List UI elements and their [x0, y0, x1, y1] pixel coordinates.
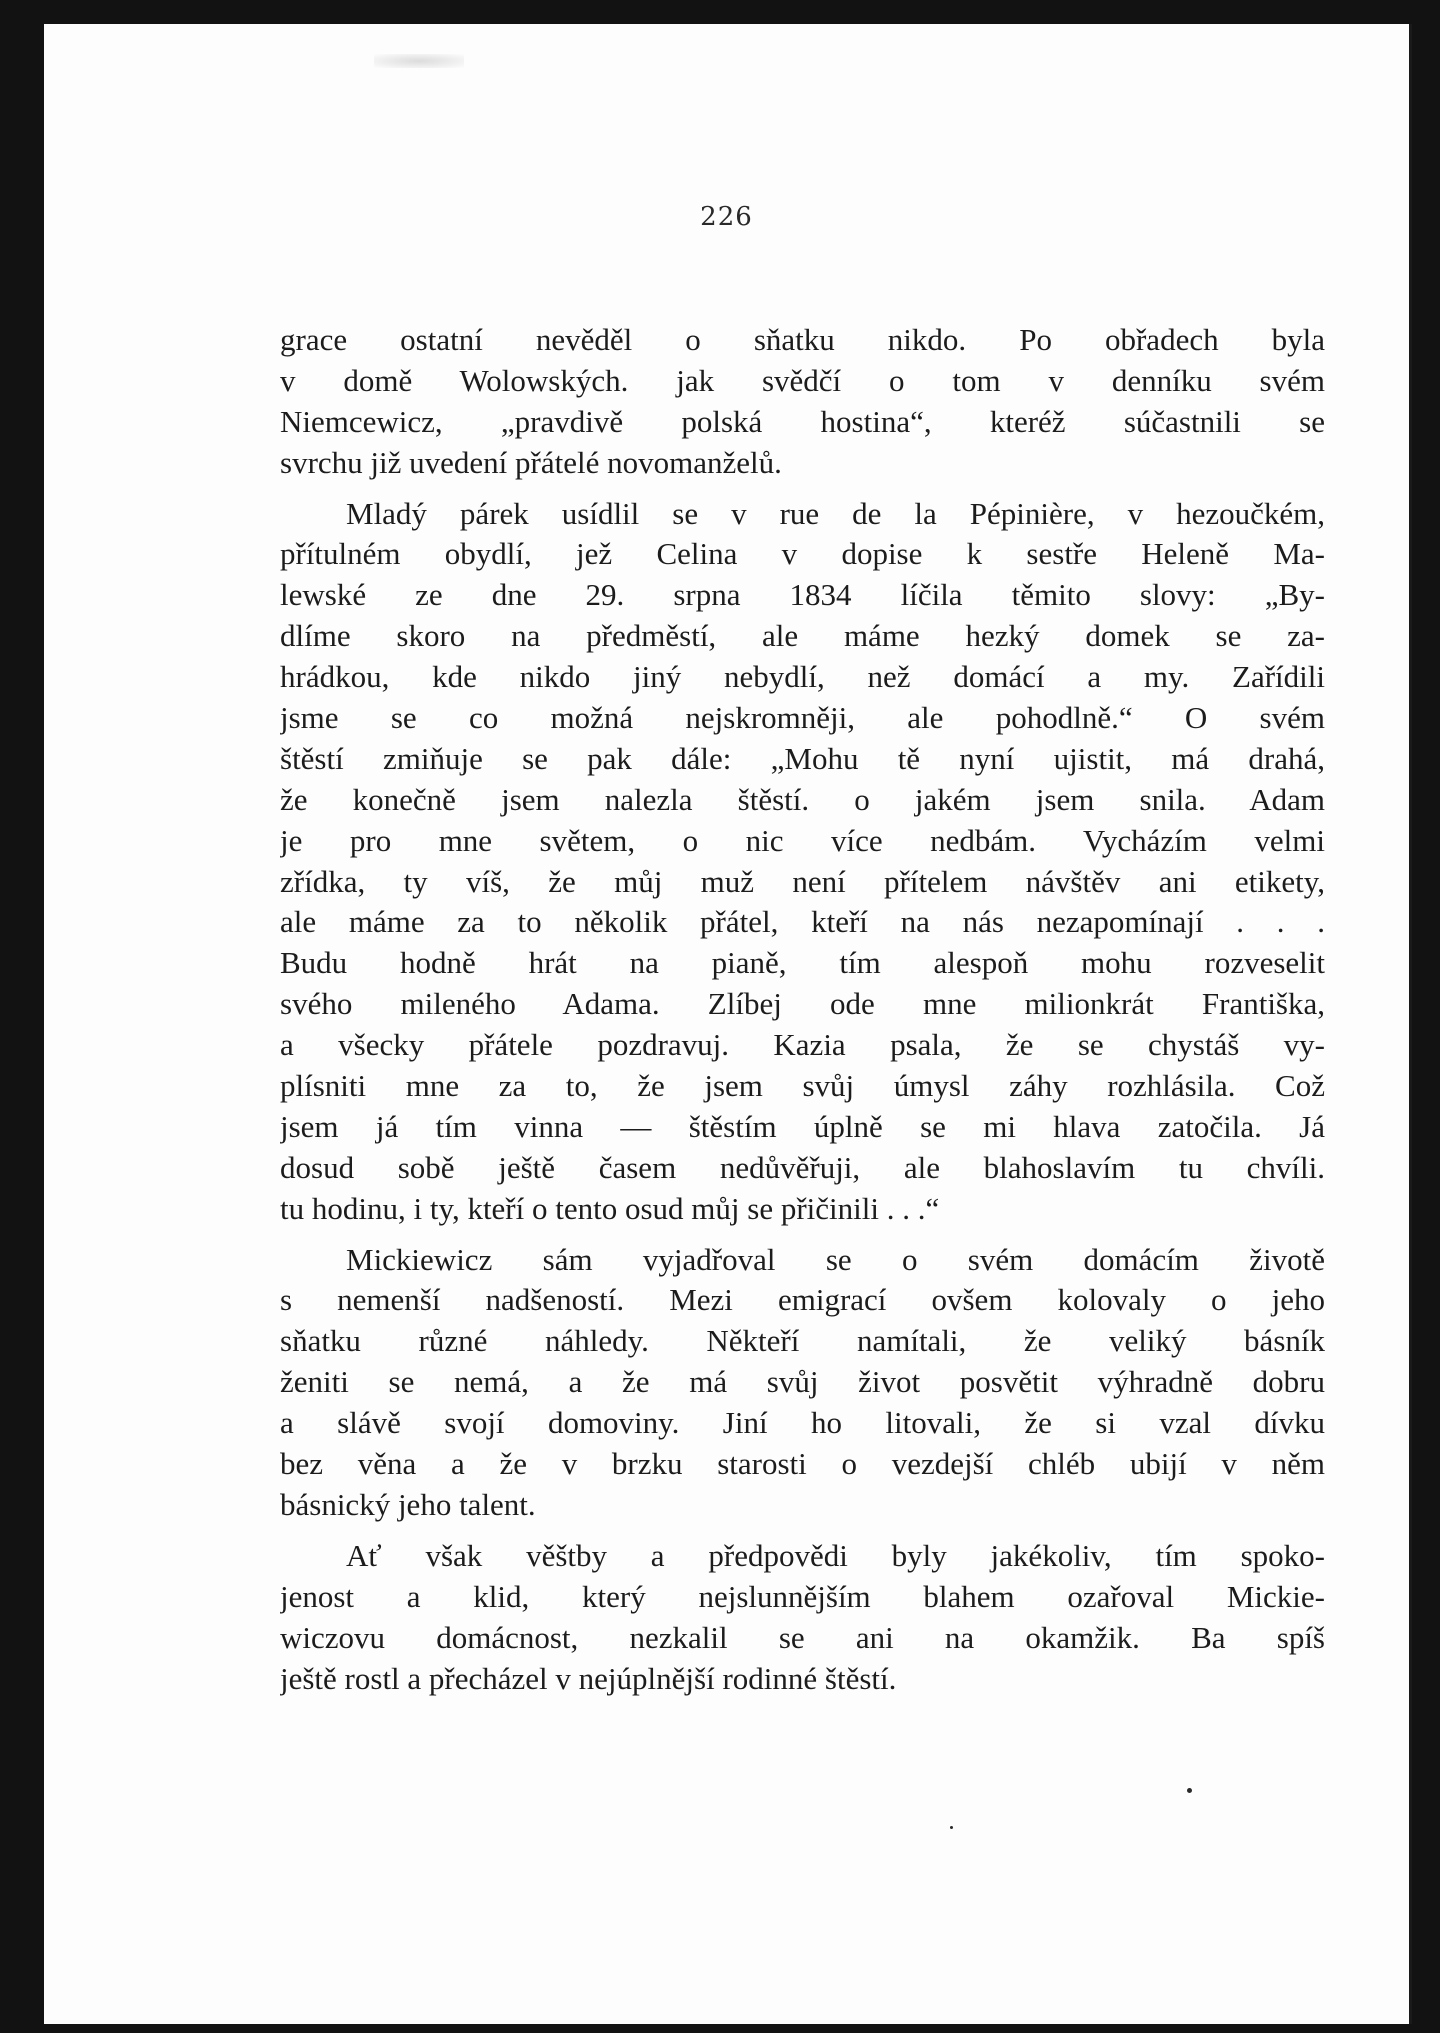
text-line: s nemenší nadšeností. Mezi emigrací ovšem kolovaly o jeho: [280, 1282, 1325, 1318]
text-line: plísniti mne za to, že jsem svůj úmysl záhy rozhlásila. Což: [280, 1068, 1325, 1104]
text-line: štěstí zmiňuje se pak dále: „Mohu tě nyní ujistit, má drahá,: [280, 740, 1325, 776]
paragraph-1: [280, 320, 1325, 484]
text-line: jsme se co možná nejskromněji, ale pohodlně.“ O svém: [280, 700, 1325, 736]
text-line: a slávě svojí domoviny. Jiní ho litovali, že si vzal dívku: [280, 1405, 1325, 1441]
text-line: svrchu již uvedení přátelé novomanželů.: [280, 444, 782, 480]
text-line: ale máme za to několik přátel, kteří na nás nezapomínají . . .: [280, 904, 1325, 940]
text-line: zřídka, ty víš, že můj muž není přítelem návštěv ani etikety,: [280, 863, 1325, 899]
ink-speck: [1187, 1788, 1192, 1793]
text-line: jenost a klid, který nejslunnějším blahem ozařoval Mickie-: [280, 1578, 1325, 1614]
text-line: ještě rostl a přecházel v nejúplnější rodinné štěstí.: [280, 1660, 897, 1696]
text-line: Budu hodně hrát na pianě, tím alespoň mohu rozveselit: [280, 945, 1325, 981]
book-page: [44, 24, 1412, 2024]
text-line: že konečně jsem nalezla štěstí. o jakém jsem snila. Adam: [280, 781, 1325, 817]
text-line: grace ostatní nevěděl o sňatku nikdo. Po obřadech byla: [280, 322, 1325, 357]
text-line: v domě Wolowských. jak svědčí o tom v denníku svém: [280, 362, 1325, 398]
page-number: 226: [700, 202, 753, 232]
paragraph-3: [280, 1240, 1325, 1526]
text-line: je pro mne světem, o nic více nedbám. Vycházím velmi: [280, 822, 1325, 858]
text-line: tu hodinu, i ty, kteří o tento osud můj se přičinili . . .“: [280, 1190, 940, 1226]
text-line: hrádkou, kde nikdo jiný nebydlí, než domácí a my. Zařídili: [280, 659, 1325, 695]
paragraph-2: [280, 494, 1325, 1230]
text-line: ženiti se nemá, a že má svůj život posvětit výhradně dobru: [280, 1364, 1325, 1400]
text-line: sňatku různé náhledy. Někteří namítali, že veliký básník: [280, 1323, 1325, 1359]
text-line: jsem já tím vinna — štěstím úplně se mi hlava zatočila. Já: [280, 1108, 1325, 1144]
paper-smudge: [374, 54, 464, 68]
text-line: Ať však věštby a předpovědi byly jakékoliv, tím spoko-: [346, 1537, 1325, 1573]
text-line: Mickiewicz sám vyjadřoval se o svém domácím životě: [346, 1241, 1325, 1277]
text-line: dlíme skoro na předměstí, ale máme hezký domek se za-: [280, 618, 1325, 654]
text-line: Mladý párek usídlil se v rue de la Pépinière, v hezoučkém,: [346, 495, 1325, 531]
ink-speck: [950, 1826, 953, 1829]
text-line: Niemcewicz, „pravdivě polská hostina“, kteréž súčastnili se: [280, 403, 1325, 439]
text-line: wiczovu domácnost, nezkalil se ani na okamžik. Ba spíš: [280, 1619, 1325, 1655]
text-line: přítulném obydlí, jež Celina v dopise k sestře Heleně Ma-: [280, 536, 1325, 572]
body-text: [280, 320, 1325, 1699]
text-line: svého mileného Adama. Zlíbej ode mne milionkrát Františka,: [280, 986, 1325, 1022]
text-line: básnický jeho talent.: [280, 1486, 536, 1522]
text-line: a všecky přátele pozdravuj. Kazia psala, že se chystáš vy-: [280, 1027, 1325, 1063]
text-line: lewské ze dne 29. srpna 1834 líčila těmito slovy: „By-: [280, 577, 1325, 613]
text-line: bez věna a že v brzku starosti o vezdejší chléb ubijí v něm: [280, 1446, 1325, 1482]
text-line: dosud sobě ještě časem nedůvěřuji, ale blahoslavím tu chvíli.: [280, 1149, 1325, 1185]
paragraph-4: [280, 1536, 1325, 1700]
